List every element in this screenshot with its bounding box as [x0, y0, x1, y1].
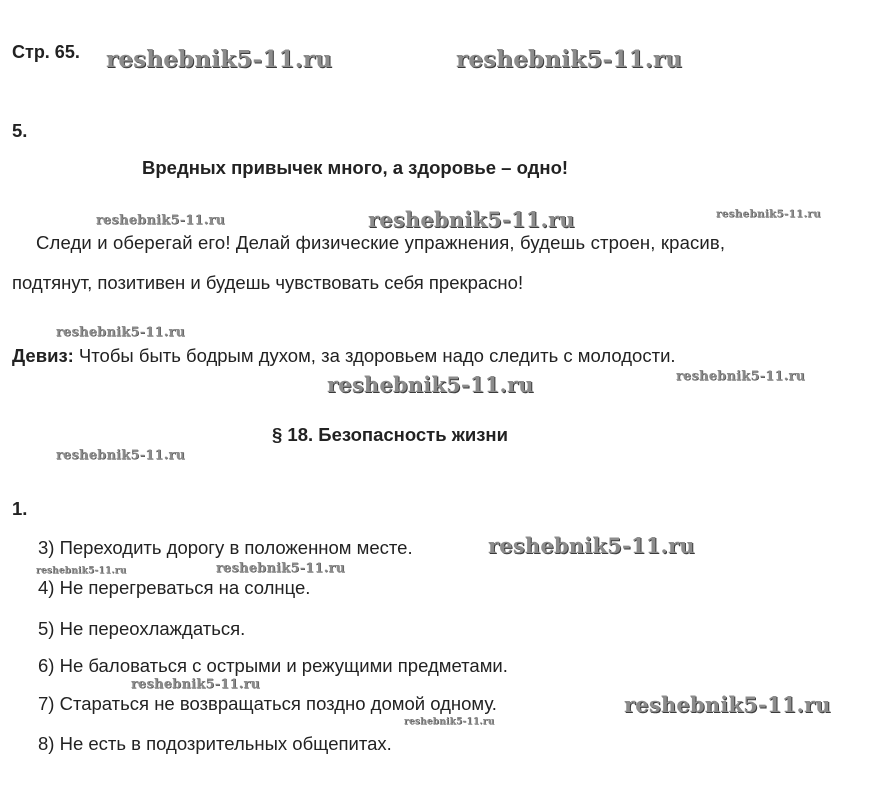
- list-item: 6) Не баловаться с острыми и режущими предметами.: [38, 655, 508, 676]
- watermark: reshebnik5-11.ru: [716, 208, 821, 220]
- list-item: 5) Не переохлаждаться.: [38, 618, 246, 639]
- list-item: 3) Переходить дорогу в положенном месте.: [38, 537, 413, 558]
- page-reference: Стр. 65.: [12, 42, 80, 62]
- watermark: reshebnik5-11.ru: [56, 325, 186, 340]
- watermark: reshebnik5-11.ru: [404, 717, 495, 727]
- watermark: reshebnik5-11.ru: [36, 566, 127, 576]
- watermark: reshebnik5-11.ru: [106, 46, 333, 73]
- task5-motto: [12, 345, 676, 367]
- section-title: § 18. Безопасность жизни: [272, 424, 508, 445]
- watermark: reshebnik5-11.ru: [216, 561, 346, 576]
- watermark: reshebnik5-11.ru: [488, 533, 695, 558]
- watermark: reshebnik5-11.ru: [131, 677, 261, 692]
- task-number-5: 5.: [12, 120, 28, 141]
- motto-label: Девиз:: [12, 345, 74, 366]
- watermark: reshebnik5-11.ru: [368, 207, 575, 232]
- task5-heading: Вредных привычек много, а здоровье – одно!: [142, 157, 569, 178]
- list-item: 8) Не есть в подозрительных общепитах.: [38, 733, 392, 754]
- watermark: reshebnik5-11.ru: [624, 692, 831, 717]
- task5-paragraph-line-2: подтянут, позитивен и будешь чувствовать себя прекрасно!: [12, 272, 524, 293]
- watermark: reshebnik5-11.ru: [327, 372, 534, 397]
- watermark: reshebnik5-11.ru: [56, 448, 186, 463]
- task5-paragraph-line-1: Следи и оберегай его! Делай физические упражнения, будешь строен, красив,: [36, 232, 726, 253]
- watermark: reshebnik5-11.ru: [456, 46, 683, 73]
- watermark: reshebnik5-11.ru: [676, 369, 806, 384]
- list-item: 7) Стараться не возвращаться поздно домой одному.: [38, 693, 497, 714]
- watermark: reshebnik5-11.ru: [96, 213, 226, 228]
- task-number-1: 1.: [12, 498, 28, 519]
- motto-text: Чтобы быть бодрым духом, за здоровьем надо следить с молодости.: [73, 345, 676, 366]
- list-item: 4) Не перегреваться на солнце.: [38, 577, 311, 598]
